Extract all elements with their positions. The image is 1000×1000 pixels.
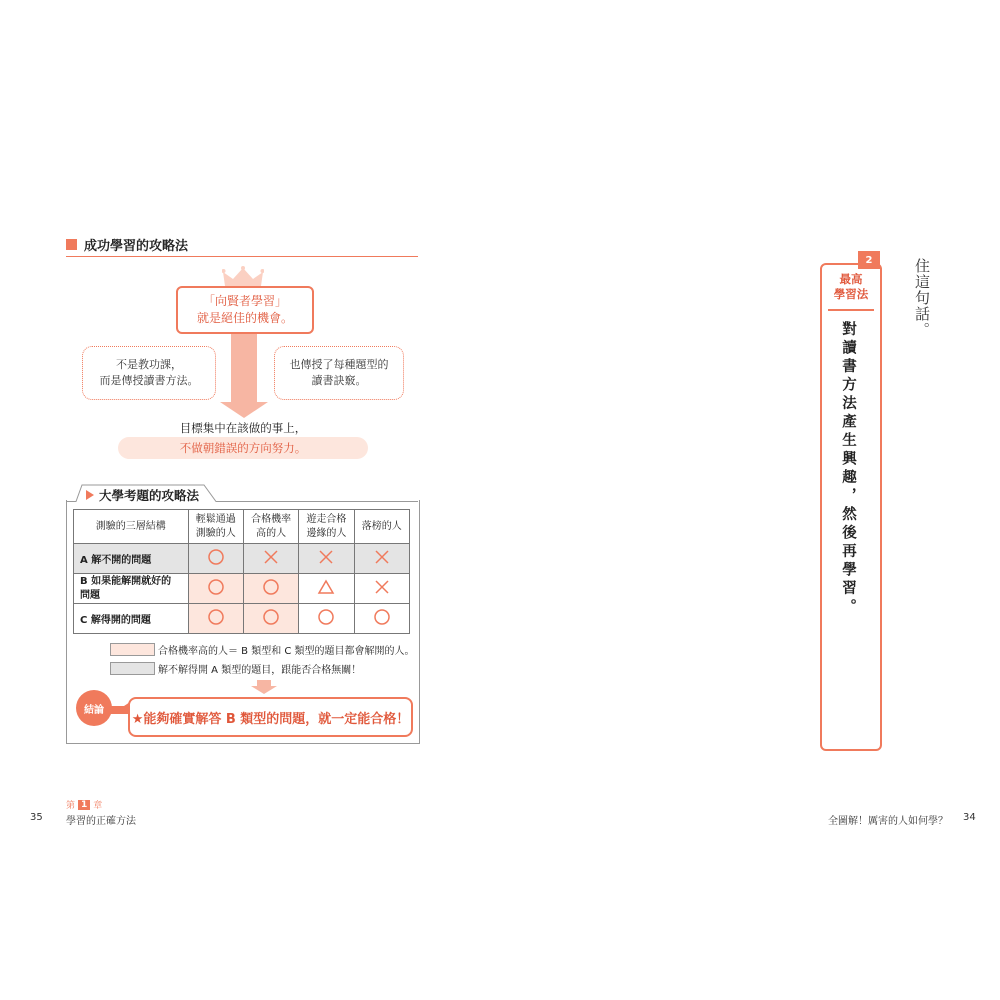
row-label: A 解不開的問題 (74, 544, 189, 574)
right-box-line2: 讀書訣竅。 (311, 374, 367, 387)
section-heading-strategy (66, 232, 418, 257)
table-header: 合格機率 高的人 (243, 510, 298, 544)
mark-circle (188, 604, 243, 634)
section-title: 成功學習的攻略法 (84, 238, 189, 254)
mark-cross (354, 574, 409, 604)
conclusion-box: ★能夠確實解答 B 類型的問題，就一定能合格！ (128, 697, 413, 737)
table-header: 落榜的人 (354, 510, 409, 544)
chapter-marker (66, 798, 102, 811)
page-number-right: 34 (963, 812, 976, 823)
table-row (74, 604, 410, 634)
body-vertical-text: 住這句話。 (913, 258, 931, 338)
down-arrow-small-head (251, 686, 277, 694)
down-arrow-head (220, 402, 268, 418)
table-header-row (74, 510, 410, 544)
down-arrow-shaft (231, 332, 257, 404)
book-title-footer: 全圖解！厲害的人如何學？ (828, 816, 948, 827)
mark-circle (243, 574, 298, 604)
page-number-left: 35 (30, 812, 43, 823)
table-header: 測驗的三層結構 (74, 510, 189, 544)
row-label: C 解得開的問題 (74, 604, 189, 634)
right-box-line1: 也傳授了每種題型的 (289, 358, 389, 371)
main-box-line1: 「向賢者學習」 (202, 294, 287, 308)
chapter-title: 學習的正確方法 (66, 816, 136, 827)
triangle-icon (86, 490, 94, 500)
legend-text-gray: 解不解得開 A 類型的題目，跟能否合格無關！ (158, 665, 362, 676)
goal-text: 目標集中在該做的事上， (179, 421, 307, 435)
right-point-box (274, 346, 404, 400)
panel-title (86, 486, 199, 504)
box-label (822, 272, 880, 302)
legend-text-pink: 合格機率高的人＝ B 類型和 C 類型的題目都會解開的人。 (158, 646, 415, 657)
box-divider (828, 309, 874, 311)
chapter-suffix: 章 (93, 801, 103, 811)
exam-structure-table (73, 509, 410, 634)
table-row (74, 574, 410, 604)
chapter-number: 1 (78, 800, 90, 810)
chapter-prefix: 第 (66, 801, 76, 811)
table-header: 輕鬆通過 測驗的人 (188, 510, 243, 544)
mark-cross (299, 544, 354, 574)
box-label-line1: 最高 (839, 272, 863, 286)
left-box-line2: 而是傳授讀書方法。 (99, 374, 199, 387)
mark-circle (299, 604, 354, 634)
mark-circle (188, 544, 243, 574)
mark-cross (243, 544, 298, 574)
main-box-line2: 就是絕佳的機會。 (196, 311, 293, 325)
panel-title-text: 大學考題的攻略法 (99, 488, 200, 503)
box-number-tab: 2 (858, 251, 880, 269)
crown-icon (222, 266, 264, 288)
goal-highlight: 不做朝錯誤的方向努力。 (118, 437, 368, 459)
mark-circle (354, 604, 409, 634)
table-row (74, 544, 410, 574)
main-concept-box (176, 286, 314, 334)
heading-square-icon (66, 239, 77, 250)
row-label: B 如果能解開就好的 問題 (74, 574, 189, 604)
box-label-line2: 學習法 (833, 287, 869, 301)
mark-circle (188, 574, 243, 604)
box-vertical-text: 對讀書方法產生興趣，然後再學習。 (840, 321, 856, 617)
left-box-line1: 不是教功課， (116, 358, 182, 371)
mark-cross (354, 544, 409, 574)
mark-triangle (299, 574, 354, 604)
left-point-box (82, 346, 216, 400)
conclusion-badge: 結論 (76, 690, 112, 726)
table-header: 遊走合格 邊緣的人 (299, 510, 354, 544)
legend-swatch-gray (110, 662, 155, 675)
mark-circle (243, 604, 298, 634)
legend-swatch-pink (110, 643, 155, 656)
